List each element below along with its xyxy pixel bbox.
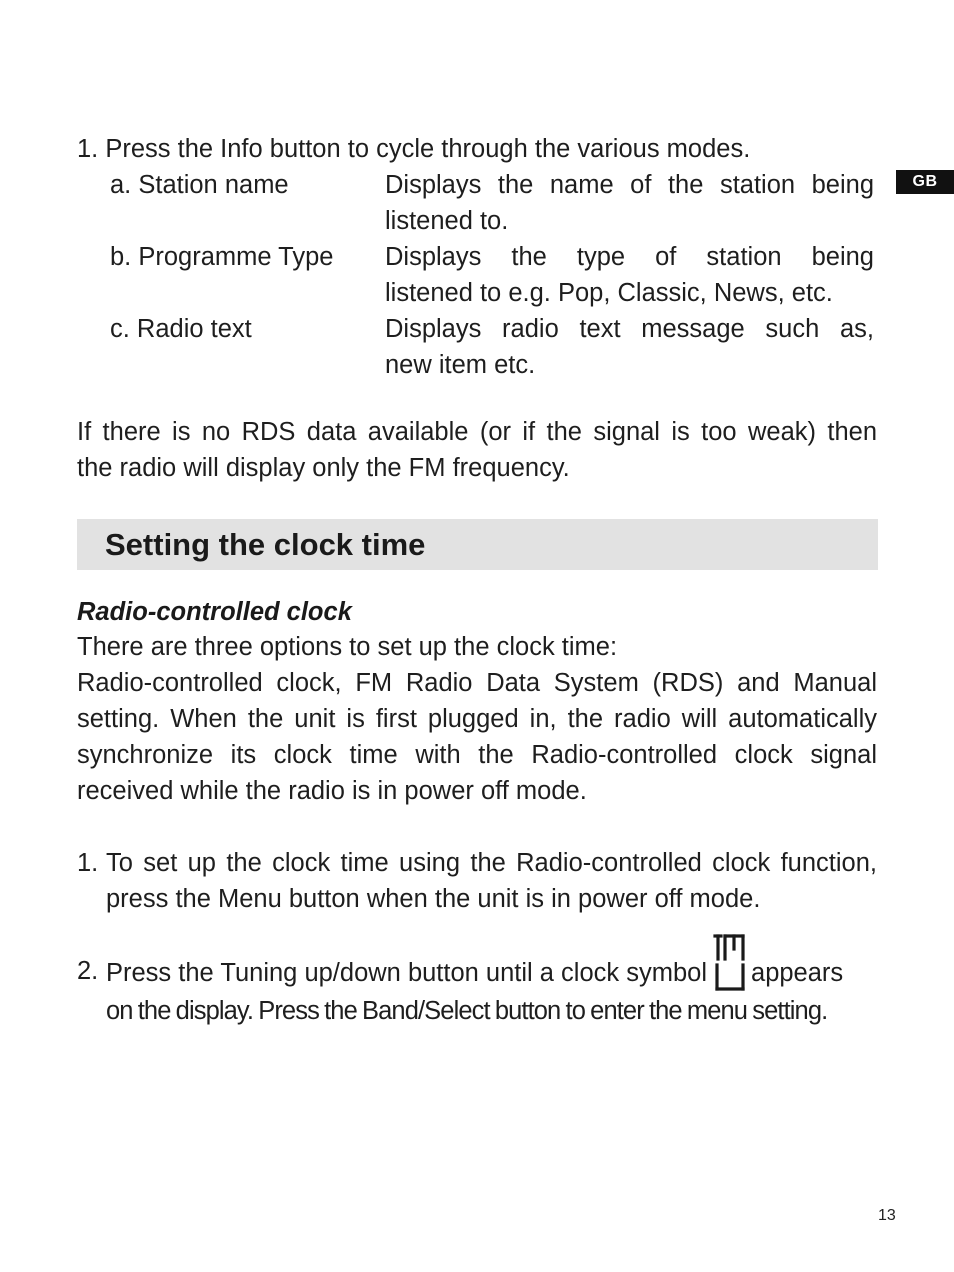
step-2 <box>77 953 877 1029</box>
mode-item-radio-text <box>110 311 874 383</box>
mode-description: Displays the name of the station being listened to. <box>385 171 874 235</box>
mode-label: c. Radio text <box>110 315 252 343</box>
clock-symbol-icon <box>713 953 747 993</box>
step-number: 1. <box>77 849 99 877</box>
mode-item-station-name <box>110 167 874 239</box>
rds-note: If there is no RDS data available (or if the signal is too weak) then the radio will display only the FM frequency. <box>77 418 877 482</box>
step-number: 2. <box>77 957 99 985</box>
section-header-bar <box>77 519 878 570</box>
step-text: Press the Tuning up/down button until a clock symbol appears on the display. Press the Band/Select button to enter the menu setting. <box>106 953 877 1029</box>
intro-paragraph: There are three options to set up the clock time: Radio-controlled clock, FM Radio Data System (RDS) and Manual setting. When the unit is first plugged in, the radio will automatically synchronize its clock time with the Radio-controlled clock signal received while the radio is in power off mode. <box>77 633 877 805</box>
info-step: 1. Press the Info button to cycle through the various modes. <box>77 135 751 163</box>
mode-description: Displays the type of station being listened to e.g. Pop, Classic, News, etc. <box>385 243 874 307</box>
section-title: Setting the clock time <box>105 526 426 562</box>
step-text: To set up the clock time using the Radio-controlled clock function, press the Menu button when the unit is in power off mode. <box>106 849 877 913</box>
language-tab: GB <box>896 170 954 194</box>
mode-description: Displays radio text message such as, new item etc. <box>385 315 874 379</box>
modes-list <box>110 167 874 383</box>
mode-item-programme-type <box>110 239 874 311</box>
mode-label: a. Station name <box>110 171 289 199</box>
subsection-title: Radio-controlled clock <box>77 598 352 626</box>
page-number: 13 <box>878 1207 896 1224</box>
mode-label: b. Programme Type <box>110 243 334 271</box>
step-1 <box>77 845 877 917</box>
